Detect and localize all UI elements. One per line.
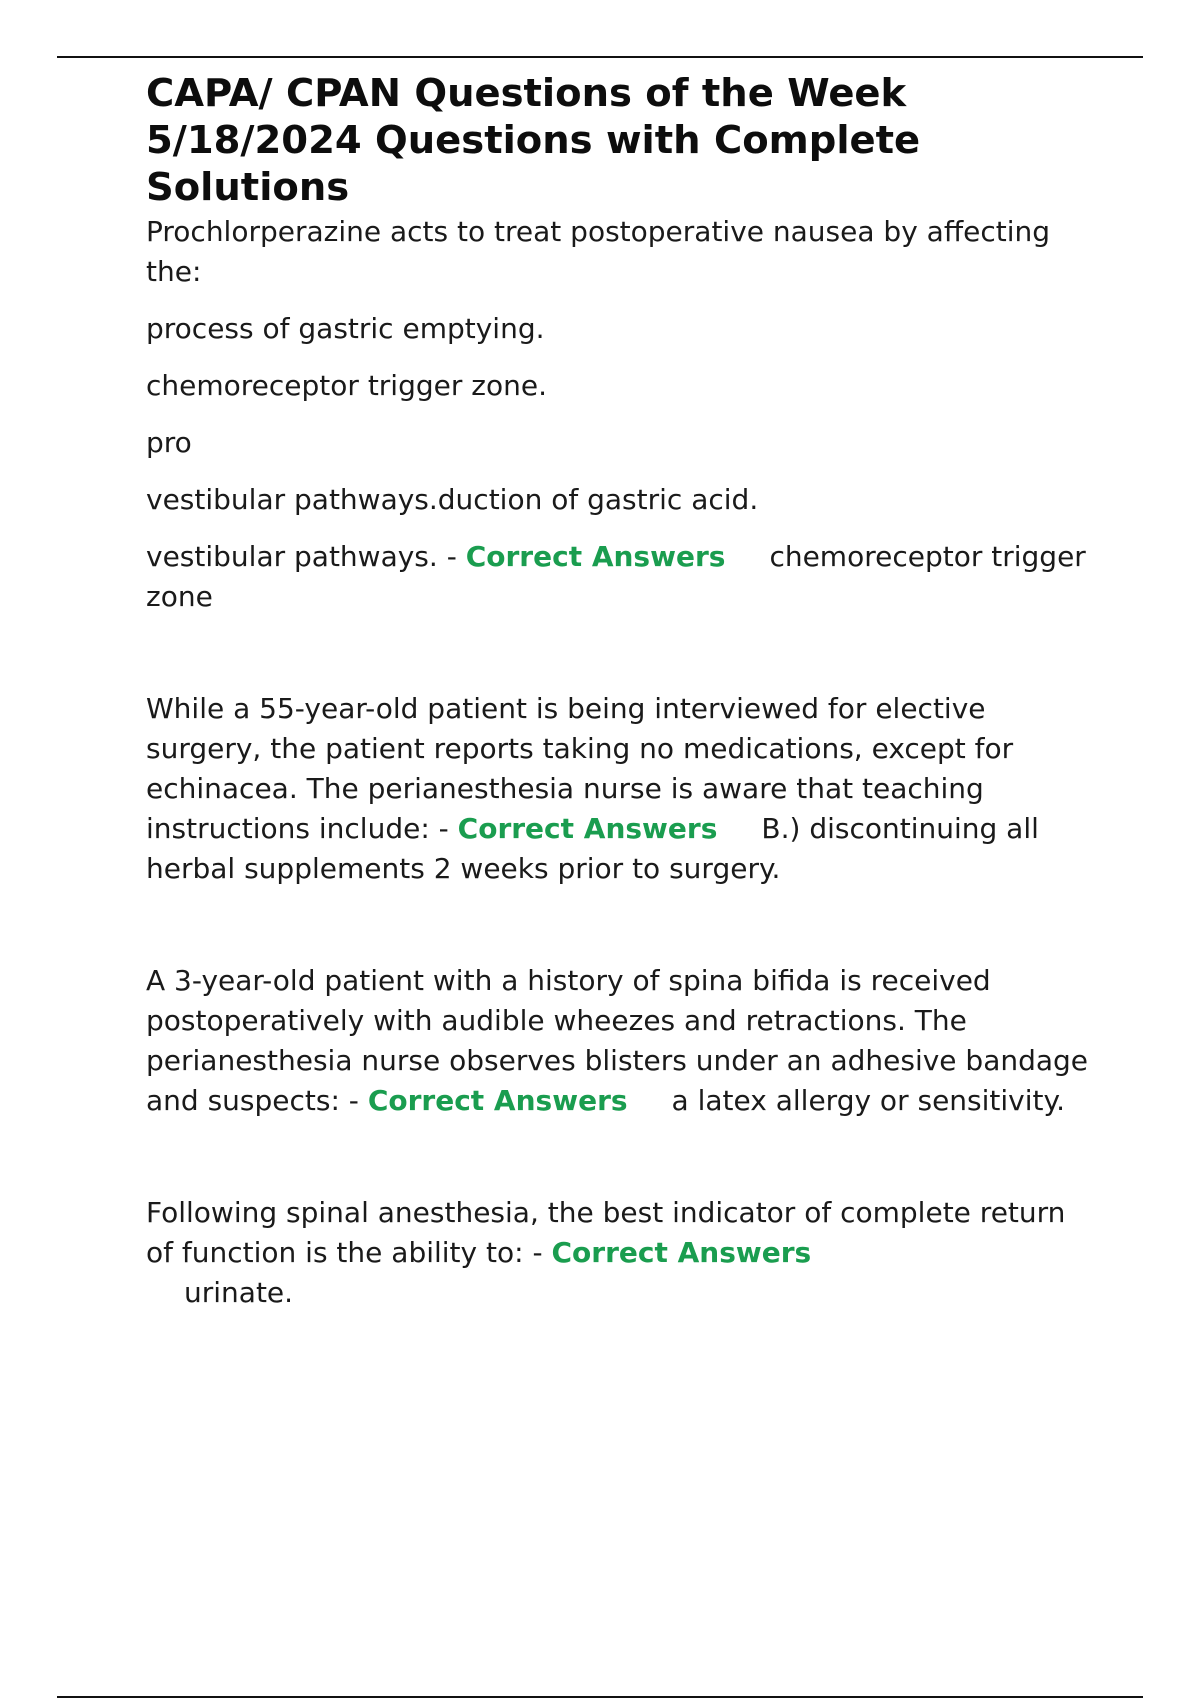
question-2 xyxy=(146,689,1096,889)
question-1-answer-line xyxy=(146,537,1096,617)
separator: - xyxy=(429,812,458,845)
question-4-text: Following spinal anesthesia, the best indicator of complete return of function is the ability to: xyxy=(146,1196,1066,1269)
question-2-answer: B.) discontinuing all herbal supplements 2 weeks prior to surgery. xyxy=(146,812,1039,885)
document-title: CAPA/ CPAN Questions of the Week 5/18/2024 Questions with Complete Solutions xyxy=(146,71,921,210)
question-1 xyxy=(146,212,1096,617)
question-2-line xyxy=(146,689,1096,889)
question-1-option-2: chemoreceptor trigger zone. xyxy=(146,369,547,402)
question-4-line xyxy=(146,1193,1096,1313)
question-3-text: A 3-year-old patient with a history of spina bifida is received postoperatively with audible wheezes and retractions. The perianesthesia nurse observes blisters under an adhesive bandage and suspects: xyxy=(146,964,1089,1117)
question-2-text: While a 55-year-old patient is being interviewed for elective surgery, the patient reports taking no medications, except for echinacea. The perianesthesia nurse is aware that teaching instructions include: xyxy=(146,692,1014,845)
question-3 xyxy=(146,961,1096,1121)
correct-answers-label: Correct Answers xyxy=(457,812,718,845)
separator: - xyxy=(339,1084,368,1117)
question-1-answer: chemoreceptor trigger zone xyxy=(146,540,1086,613)
question-1-option-4: vestibular pathways.duction of gastric acid. xyxy=(146,483,759,516)
document-body xyxy=(146,70,1096,1313)
question-4 xyxy=(146,1193,1096,1313)
top-rule xyxy=(57,56,1143,58)
question-1-text: Prochlorperazine acts to treat postoperative nausea by affecting the: xyxy=(146,215,1051,288)
question-4-answer: urinate. xyxy=(184,1276,294,1309)
question-3-line xyxy=(146,961,1096,1121)
question-1-option-1: process of gastric emptying. xyxy=(146,312,545,345)
question-3-answer: a latex allergy or sensitivity. xyxy=(671,1084,1065,1117)
separator: - xyxy=(523,1236,552,1269)
correct-answers-label: Correct Answers xyxy=(367,1084,628,1117)
correct-answers-label: Correct Answers xyxy=(465,540,726,573)
correct-answers-label: Correct Answers xyxy=(551,1236,812,1269)
question-1-option-3: pro xyxy=(146,426,192,459)
bottom-rule xyxy=(57,1696,1143,1698)
question-1-option-5: vestibular pathways. xyxy=(146,540,438,573)
separator: - xyxy=(437,540,466,573)
